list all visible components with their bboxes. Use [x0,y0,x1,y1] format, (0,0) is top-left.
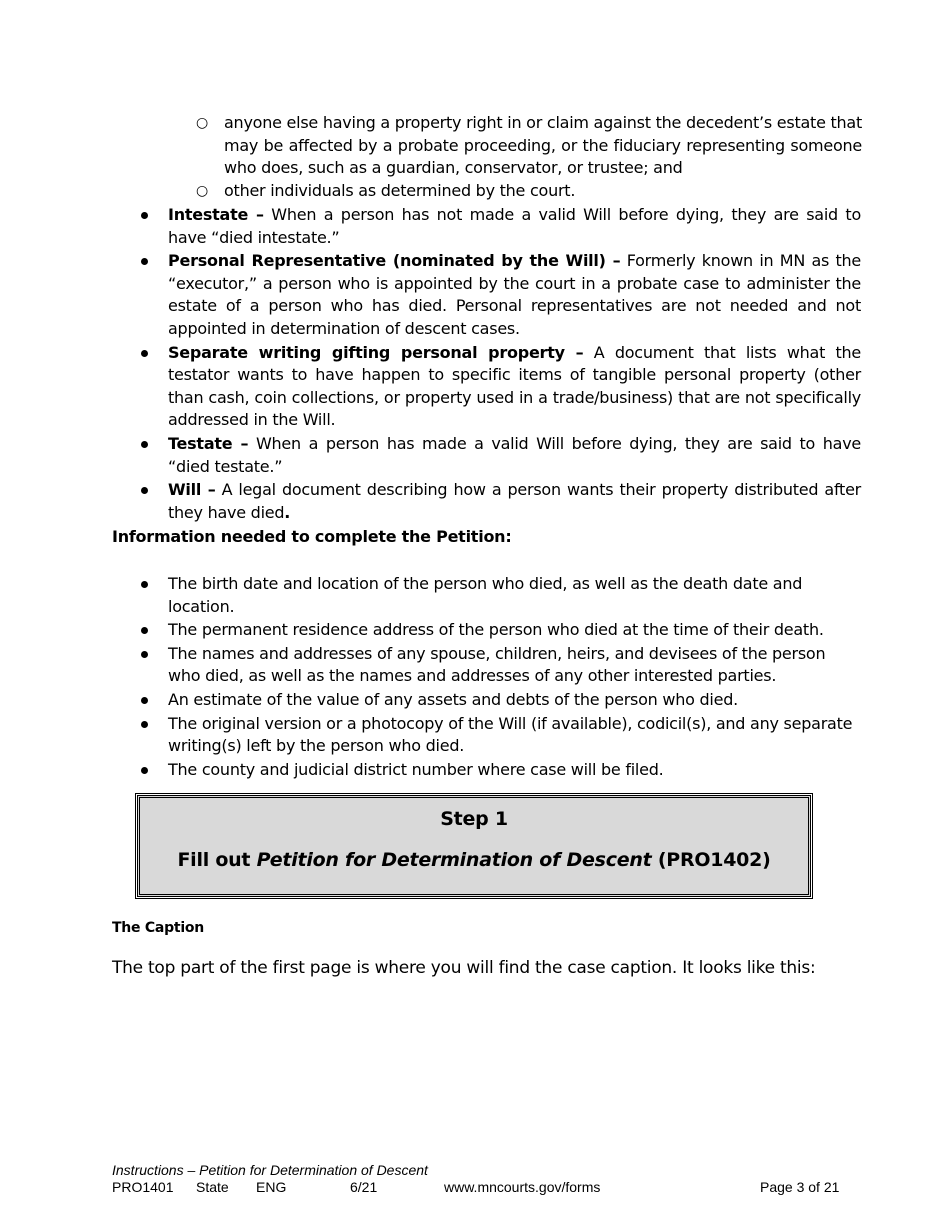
step-form-name: Petition for Determination of Descent [256,849,652,871]
footer-title: Instructions – Petition for Determination of Descent [112,1162,428,1178]
definition-term: Separate writing gifting personal property – [168,342,584,362]
definition-text: A legal document describing how a person wants their property distributed after they have died [168,480,862,522]
info-item [137,759,861,782]
interested-persons-sublist [194,112,862,202]
footer-page-number: Page 3 of 21 [760,1179,840,1195]
definition-term: Intestate – [168,205,264,224]
sublist-item-text: anyone else having a property right in or claim against the decedent’s estate that may be affected by a probate proceeding, or the fiduciary representing someone who does, such as a guardian, conservator, or trustee; and [224,113,862,178]
definition-term: Will – [168,480,216,500]
info-item [137,713,861,758]
step-prefix: Fill out [177,849,257,871]
hollow-bullet-icon: ○ [196,115,208,131]
bullet-icon [141,767,148,774]
sublist-item-text: other individuals as determined by the court. [224,180,576,200]
definition-text: When a person has not made a valid Will before dying, they are said to have “died intestate.” [168,205,861,247]
info-item-text: An estimate of the value of any assets and debts of the person who died. [168,689,738,709]
definition-item [137,479,861,524]
footer-jurisdiction: State [196,1179,229,1195]
bullet-icon [141,697,148,704]
definition-term: Testate – [168,433,249,453]
info-needed-list [137,573,861,782]
page-footer [112,1162,842,1196]
info-item [137,643,861,688]
caption-heading: The Caption [112,920,204,936]
step-title: Step 1 [440,808,508,830]
footer-meta-row [112,1179,842,1196]
info-item-text: The permanent residence address of the person who died at the time of their death. [168,620,824,640]
info-item-text: The birth date and location of the person who died, as well as the death date and location. [168,574,803,616]
footer-form-id: PRO1401 [112,1179,174,1195]
info-item-text: The original version or a photocopy of the Will (if available), codicil(s), and any separate writing(s) left by the person who died. [168,713,853,756]
sublist-item [194,180,862,203]
footer-revision: 6/21 [350,1179,378,1195]
bullet-icon [141,651,148,658]
definition-text: When a person has made a valid Will before dying, they are said to have “died testate.” [168,433,862,476]
definition-item [137,433,861,478]
info-item [137,573,861,618]
definitions-list [137,204,861,525]
footer-url: www.mncourts.gov/forms [444,1179,601,1195]
info-item [137,689,861,712]
definition-item [137,342,861,432]
definition-text: Formerly known in MN as the “executor,” a person who is appointed by the court in a probate case to administer the estate of a person who has died. Personal representatives are not needed and not appointed in determination of descent cases. [168,251,861,338]
caption-description: The top part of the first page is where you will find the case caption. It looks like this: [112,958,816,978]
info-item-text: The county and judicial district number where case will be filed. [168,759,664,779]
step-box [137,795,811,897]
definition-item [137,250,861,340]
footer-language: ENG [256,1179,287,1195]
definition-text: A document that lists what the testator wants to have happen to specific items of tangible personal property (other than cash, coin collections, or property used in a trade/business) that are not specifically addressed in the Will. [168,342,862,430]
info-section-heading: Information needed to complete the Petition: [112,527,512,546]
definition-item [137,204,861,249]
bullet-icon [141,581,148,588]
step-form-code: (PRO1402) [651,849,771,871]
definition-term: Personal Representative (nominated by the Will) – [168,251,621,271]
hollow-bullet-icon: ○ [196,182,208,199]
definition-period: . [284,502,291,522]
bullet-icon [141,258,148,265]
bullet-icon [141,487,148,494]
bullet-icon [141,350,148,357]
bullet-icon [141,627,148,634]
step-subtitle [140,849,808,872]
bullet-icon [141,441,148,448]
sublist-item [194,112,862,180]
info-item [137,619,861,642]
info-item-text: The names and addresses of any spouse, children, heirs, and devisees of the person who died, as well as the names and addresses of any other interested parties. [168,643,826,686]
bullet-icon [141,721,148,728]
bullet-icon [141,212,148,219]
